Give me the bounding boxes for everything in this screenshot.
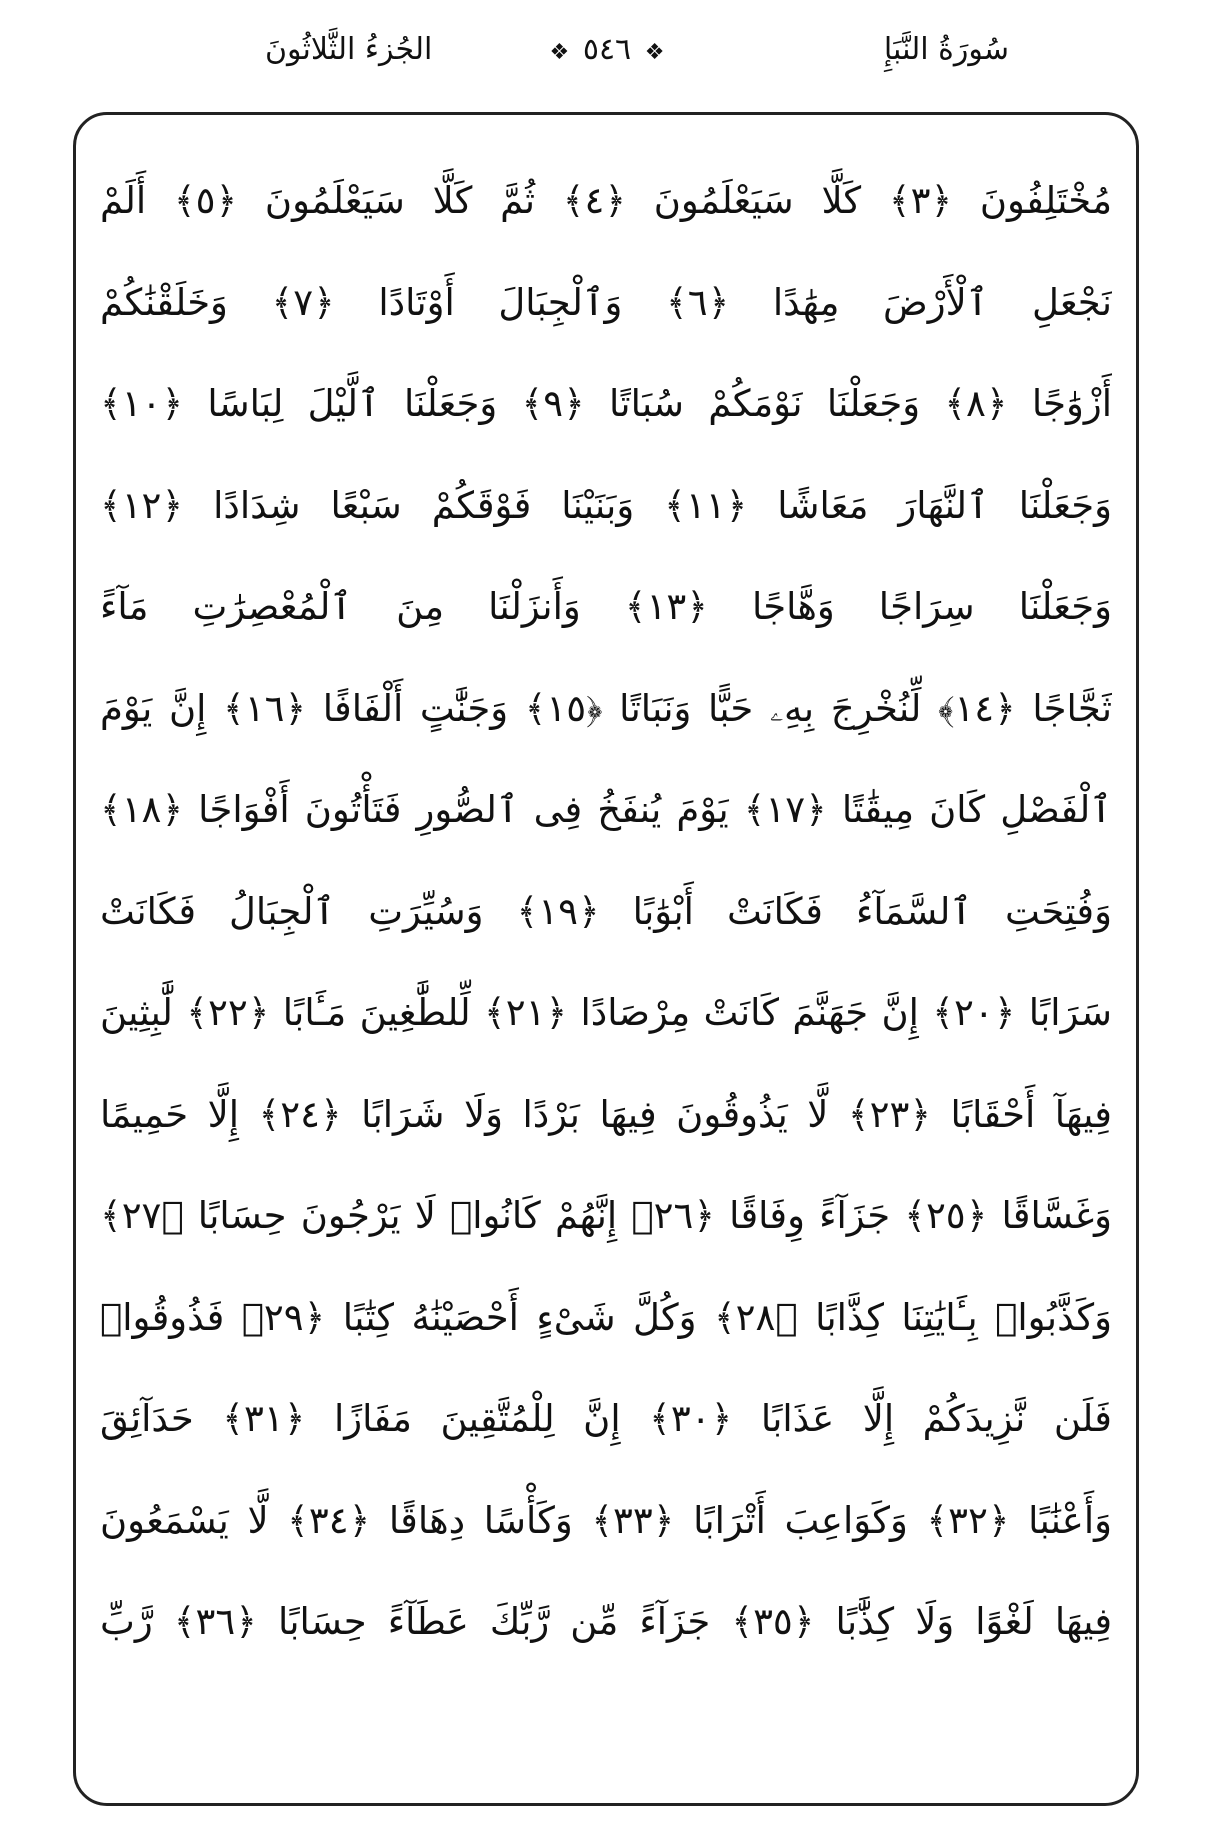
page-number: ٥٤٦ bbox=[582, 32, 632, 67]
verse-line-9: سَرَابًا ﴿٢٠﴾ إِنَّ جَهَنَّمَ كَانَتْ مِرْصَادًا ﴿٢١﴾ لِّلطَّٰغِينَ مَـَٔابًا ﴿٢٢﴾ لَّٰبِثِينَ bbox=[100, 991, 1112, 1034]
surah-name: سُورَةُ النَّبَإِ bbox=[883, 32, 1009, 67]
verse-line-3: أَزْوَٰجًا ﴿٨﴾ وَجَعَلْنَا نَوْمَكُمْ سُبَاتًا ﴿٩﴾ وَجَعَلْنَا ٱلَّيْلَ لِبَاسًا ﴿١٠﴾ bbox=[100, 382, 1112, 425]
ornament-left-icon: ❖ bbox=[549, 40, 570, 65]
verse-line-2: نَجْعَلِ ٱلْأَرْضَ مِهَٰدًا ﴿٦﴾ وَٱلْجِبَالَ أَوْتَادًا ﴿٧﴾ وَخَلَقْنَٰكُمْ bbox=[100, 280, 1112, 324]
juz-name: الجُزءُ الثَّلاثُونَ bbox=[265, 32, 433, 67]
verse-line-15: فِيهَا لَغْوًا وَلَا كِذَّٰبًا ﴿٣٥﴾ جَزَآءً مِّن رَّبِّكَ عَطَآءً حِسَابًا ﴿٣٦﴾ رَّبِّ bbox=[100, 1600, 1112, 1643]
verse-line-14: وَأَعْنَٰبًا ﴿٣٢﴾ وَكَوَاعِبَ أَتْرَابًا ﴿٣٣﴾ وَكَأْسًا دِهَاقًا ﴿٣٤﴾ لَّا يَسْمَعُونَ bbox=[100, 1498, 1112, 1542]
verse-line-12: وَكَذَّبُوا۟ بِـَٔايَٰتِنَا كِذَّابًا ﴿٢٨﴾ وَكُلَّ شَىْءٍ أَحْصَيْنَٰهُ كِتَٰبًا ﴿٢٩﴾ فَذُوقُوا۟ bbox=[100, 1295, 1112, 1339]
verse-line-13: فَلَن نَّزِيدَكُمْ إِلَّا عَذَابًا ﴿٣٠﴾ إِنَّ لِلْمُتَّقِينَ مَفَازًا ﴿٣١﴾ حَدَآئِقَ bbox=[100, 1397, 1112, 1440]
verse-line-4: وَجَعَلْنَا ٱلنَّهَارَ مَعَاشًا ﴿١١﴾ وَبَنَيْنَا فَوْقَكُمْ سَبْعًا شِدَادًا ﴿١٢﴾ bbox=[100, 483, 1112, 527]
verse-line-6: ثَجَّاجًا ﴿١٤﴾ لِّنُخْرِجَ بِهِۦ حَبًّا وَنَبَاتًا ﴿١٥﴾ وَجَنَّٰتٍ أَلْفَافًا ﴿١٦﴾ إِنَّ يَوْمَ bbox=[100, 686, 1112, 730]
verse-line-7: ٱلْفَصْلِ كَانَ مِيقَٰتًا ﴿١٧﴾ يَوْمَ يُنفَخُ فِى ٱلصُّورِ فَتَأْتُونَ أَفْوَاجًا ﴿١٨﴾ bbox=[100, 788, 1112, 831]
verse-line-1: مُخْتَلِفُونَ ﴿٣﴾ كَلَّا سَيَعْلَمُونَ ﴿٤﴾ ثُمَّ كَلَّا سَيَعْلَمُونَ ﴿٥﴾ أَلَمْ bbox=[100, 179, 1112, 222]
verse-line-10: فِيهَآ أَحْقَابًا ﴿٢٣﴾ لَّا يَذُوقُونَ فِيهَا بَرْدًا وَلَا شَرَابًا ﴿٢٤﴾ إِلَّا حَمِيمًا bbox=[100, 1092, 1112, 1136]
ornament-right-icon: ❖ bbox=[644, 40, 665, 65]
page-number-group bbox=[0, 30, 1214, 73]
verse-line-5: وَجَعَلْنَا سِرَاجًا وَهَّاجًا ﴿١٣﴾ وَأَنزَلْنَا مِنَ ٱلْمُعْصِرَٰتِ مَآءً bbox=[100, 585, 1112, 628]
verse-line-11: وَغَسَّاقًا ﴿٢٥﴾ جَزَآءً وِفَاقًا ﴿٢٦﴾ إِنَّهُمْ كَانُوا۟ لَا يَرْجُونَ حِسَابًا ﴿٢٧﴾ bbox=[100, 1194, 1112, 1237]
verse-line-8: وَفُتِحَتِ ٱلسَّمَآءُ فَكَانَتْ أَبْوَٰبًا ﴿١٩﴾ وَسُيِّرَتِ ٱلْجِبَالُ فَكَانَتْ bbox=[100, 889, 1112, 933]
verse-lines bbox=[100, 150, 1112, 1673]
page-header bbox=[0, 18, 1214, 78]
